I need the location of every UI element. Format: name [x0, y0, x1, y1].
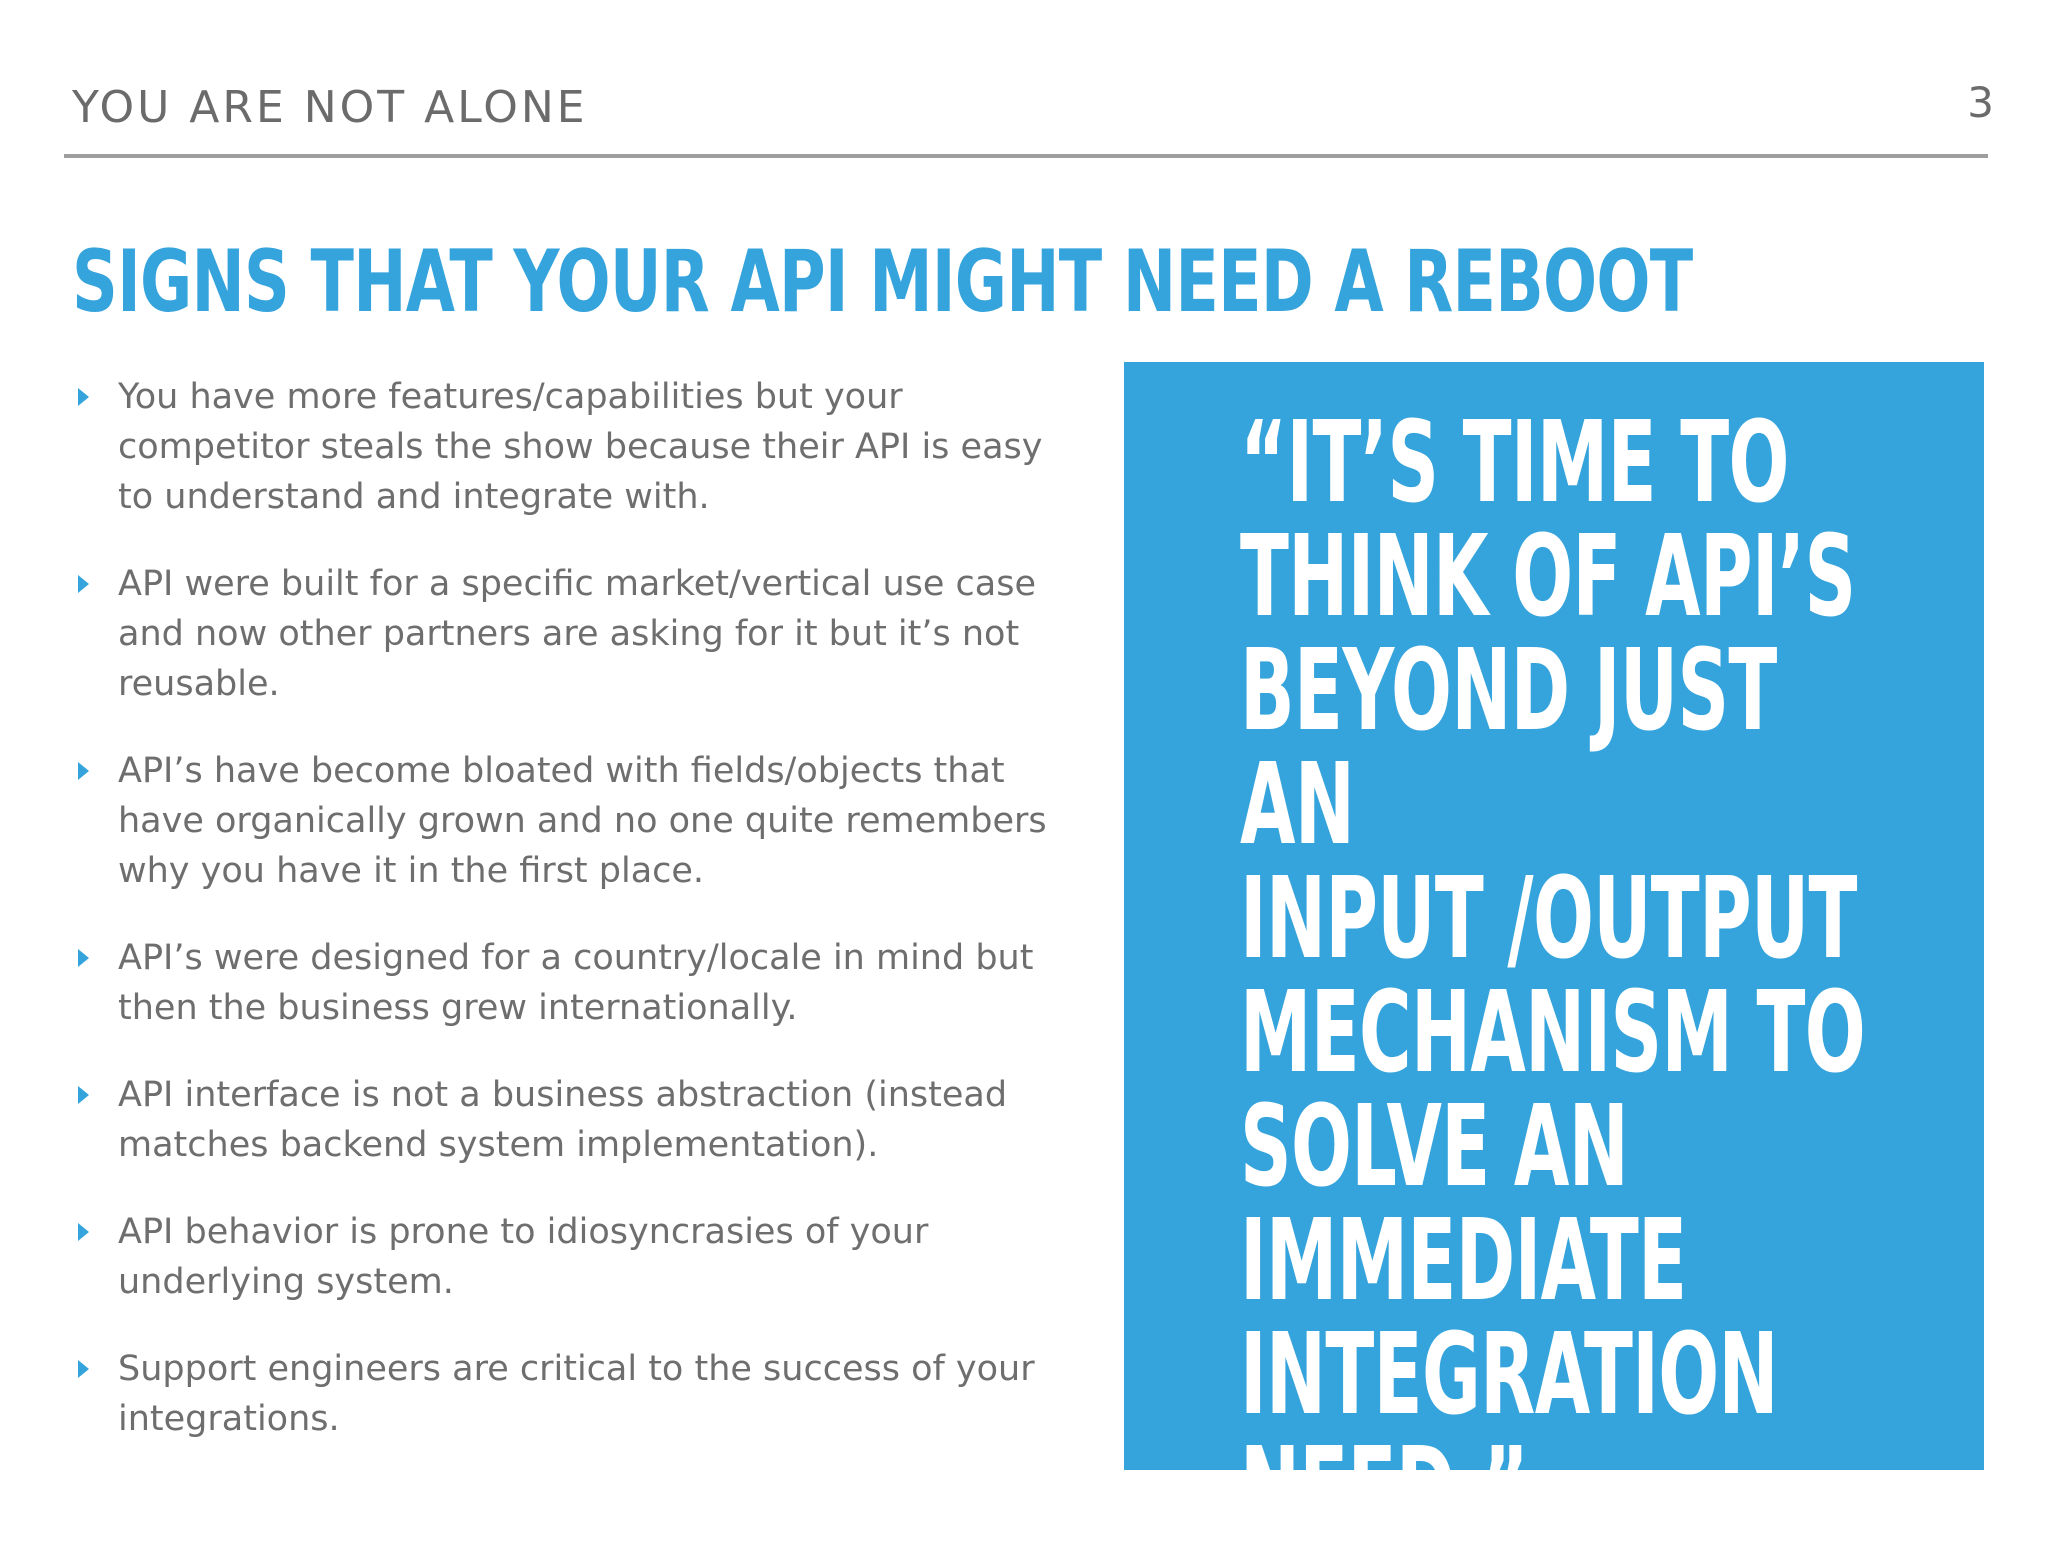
triangle-bullet-icon — [78, 1086, 89, 1104]
bullet-text: API’s have become bloated with fields/objects that have organically grown and no one quite remembers why you have it in the first place. — [118, 751, 1047, 891]
bullet-item — [72, 1070, 1072, 1170]
triangle-bullet-icon — [78, 1360, 89, 1378]
bullet-text: API behavior is prone to idiosyncrasies of your underlying system. — [118, 1212, 929, 1302]
bullet-text: API were built for a specific market/vertical use case and now other partners are asking for it but it’s not reusable. — [118, 564, 1036, 704]
bullet-item — [72, 933, 1072, 1033]
page-number: 3 — [1967, 78, 1994, 127]
quote-text: “IT’S TIME TO THINK OF API’S BEYOND JUST AN INPUT /OUTPUT MECHANISM TO SOLVE AN IMMEDIATE INTEGRATION NEED.” — [1240, 398, 1866, 1554]
triangle-bullet-icon — [78, 575, 89, 593]
bullet-list — [72, 372, 1072, 1481]
triangle-bullet-icon — [78, 1223, 89, 1241]
triangle-bullet-icon — [78, 388, 89, 406]
header-divider — [64, 154, 1988, 158]
bullet-item — [72, 1207, 1072, 1307]
bullet-text: API’s were designed for a country/locale in mind but then the business grew internationally. — [118, 938, 1034, 1028]
bullet-item — [72, 746, 1072, 896]
bullet-text: You have more features/capabilities but your competitor steals the show because their API is easy to understand and integrate with. — [118, 377, 1043, 517]
triangle-bullet-icon — [78, 949, 89, 967]
quote-box — [1124, 362, 1984, 1554]
bullet-item — [72, 372, 1072, 522]
bullet-item — [72, 1344, 1072, 1444]
section-label: YOU ARE NOT ALONE — [72, 82, 588, 133]
slide-title: SIGNS THAT YOUR API MIGHT NEED A REBOOT — [72, 232, 1693, 332]
bullet-text: Support engineers are critical to the success of your integrations. — [118, 1349, 1035, 1439]
bullet-text: API interface is not a business abstraction (instead matches backend system implementation). — [118, 1075, 1008, 1165]
bullet-item — [72, 559, 1072, 709]
triangle-bullet-icon — [78, 762, 89, 780]
